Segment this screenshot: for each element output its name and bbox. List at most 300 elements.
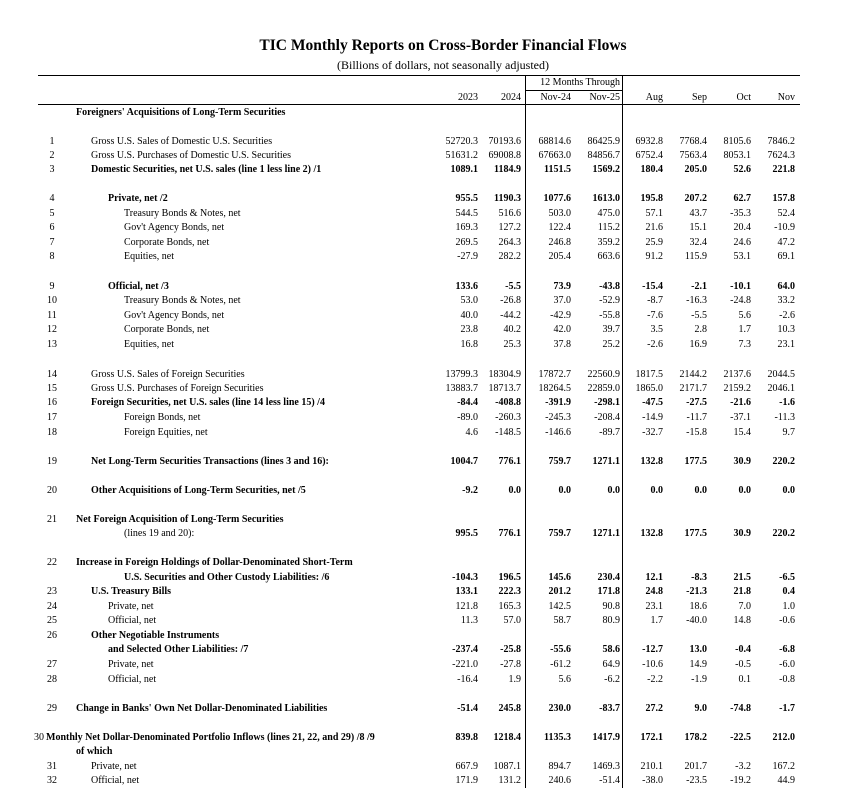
cell-oct: -35.3 — [730, 208, 751, 219]
cell-2024: 131.2 — [498, 775, 521, 786]
cell-nov: 220.2 — [772, 528, 795, 539]
row-label: Monthly Net Dollar-Denominated Portfolio Inflows (lines 21, 22, and 29) /8 /9 — [46, 732, 375, 743]
row-number: 3 — [49, 164, 55, 175]
row-number: 32 — [47, 775, 57, 786]
cell-nov: 9.7 — [782, 427, 795, 438]
cell-oct: 20.4 — [733, 222, 751, 233]
cell-nov-24: -391.9 — [545, 397, 571, 408]
cell-nov: 212.0 — [772, 732, 795, 743]
row-number: 12 — [47, 324, 57, 335]
cell-oct: 0.0 — [738, 485, 751, 496]
cell-oct: 15.4 — [733, 427, 751, 438]
cell-2023: 1004.7 — [450, 456, 478, 467]
cell-2023: -237.4 — [452, 644, 478, 655]
cell-2024: 196.5 — [498, 572, 521, 583]
cell-nov-24: 759.7 — [548, 456, 571, 467]
cell-nov: 44.9 — [777, 775, 795, 786]
cell-2024: 1190.3 — [494, 193, 521, 204]
cell-oct: -37.1 — [730, 412, 751, 423]
cell-2023: 133.1 — [455, 586, 478, 597]
cell-2024: 1218.4 — [493, 732, 521, 743]
row-number: 28 — [47, 674, 57, 685]
column-header-2023: 2023 — [458, 92, 478, 103]
cell-2024: 516.6 — [498, 208, 521, 219]
cell-nov-24: -42.9 — [550, 310, 571, 321]
column-header-oct: Oct — [736, 92, 751, 103]
cell-2024: 245.8 — [498, 703, 521, 714]
cell-2024: 25.3 — [503, 339, 521, 350]
cell-oct: 21.5 — [733, 572, 751, 583]
cell-aug: 132.8 — [640, 528, 663, 539]
cell-aug: -10.6 — [642, 659, 663, 670]
cell-nov-24: 246.8 — [548, 237, 571, 248]
cell-sep: 16.9 — [689, 339, 707, 350]
cell-nov-24: 18264.5 — [538, 383, 571, 394]
row-label: Net Foreign Acquisition of Long-Term Securities — [76, 514, 284, 525]
cell-nov-24: -245.3 — [545, 412, 571, 423]
cell-nov: 220.2 — [772, 456, 795, 467]
cell-nov-24: 240.6 — [548, 775, 571, 786]
cell-2024: -25.8 — [500, 644, 521, 655]
cell-nov-24: 67663.0 — [538, 150, 571, 161]
row-number: 6 — [49, 222, 55, 233]
column-header-aug: Aug — [645, 92, 663, 103]
cell-sep: 9.0 — [694, 703, 707, 714]
cell-nov: 64.0 — [777, 281, 795, 292]
cell-2023: 4.6 — [465, 427, 478, 438]
cell-nov-25: -6.2 — [604, 674, 620, 685]
cell-2024: 165.3 — [498, 601, 521, 612]
cell-nov: -2.6 — [779, 310, 795, 321]
cell-aug: 195.8 — [640, 193, 663, 204]
row-label: Domestic Securities, net U.S. sales (line 1 less line 2) /1 — [91, 164, 322, 175]
cell-2024: -26.8 — [500, 295, 521, 306]
cell-2024: -5.5 — [505, 281, 521, 292]
row-number: 24 — [47, 601, 57, 612]
row-label: Gross U.S. Sales of Domestic U.S. Securities — [91, 136, 273, 147]
cell-sep: 7563.4 — [679, 150, 707, 161]
row-label: of which — [76, 746, 113, 757]
cell-oct: 14.8 — [733, 615, 751, 626]
cell-sep: 43.7 — [689, 208, 707, 219]
cell-nov-24: 68814.6 — [538, 136, 571, 147]
cell-oct: -21.6 — [730, 397, 751, 408]
cell-nov: -11.3 — [774, 412, 795, 423]
cell-oct: 21.8 — [733, 586, 751, 597]
row-label: Corporate Bonds, net — [124, 237, 210, 248]
cell-sep: 2144.2 — [679, 369, 707, 380]
cell-aug: 1865.0 — [635, 383, 663, 394]
row-number: 21 — [47, 514, 57, 525]
row-label: Increase in Foreign Holdings of Dollar-Denominated Short-Term — [76, 557, 353, 568]
cell-sep: -23.5 — [686, 775, 707, 786]
cell-oct: -3.2 — [735, 761, 751, 772]
cell-nov: -0.8 — [779, 674, 795, 685]
cell-sep: 13.0 — [689, 644, 707, 655]
row-label: Foreign Securities, net U.S. sales (line 14 less line 15) /4 — [91, 397, 325, 408]
cell-2023: 544.5 — [455, 208, 478, 219]
row-number: 29 — [47, 703, 57, 714]
cell-2024: 1184.9 — [494, 164, 521, 175]
section-heading: Foreigners' Acquisitions of Long-Term Securities — [76, 107, 286, 118]
cell-nov-25: 64.9 — [602, 659, 620, 670]
row-number: 9 — [49, 281, 55, 292]
cell-aug: 210.1 — [640, 761, 663, 772]
row-number: 22 — [47, 557, 57, 568]
cell-nov-24: 230.0 — [548, 703, 571, 714]
cell-nov: 2046.1 — [767, 383, 795, 394]
row-label: Foreign Bonds, net — [124, 412, 201, 423]
cell-sep: 178.2 — [684, 732, 707, 743]
column-header-nov: Nov — [777, 92, 795, 103]
cell-2024: 70193.6 — [488, 136, 521, 147]
cell-aug: -47.5 — [642, 397, 663, 408]
row-label: and Selected Other Liabilities: /7 — [108, 644, 249, 655]
row-label: Equities, net — [124, 339, 174, 350]
row-label: Foreign Equities, net — [124, 427, 208, 438]
cell-nov: -10.9 — [774, 222, 795, 233]
cell-sep: 115.9 — [684, 251, 707, 262]
row-number: 19 — [47, 456, 57, 467]
cell-aug: 25.9 — [645, 237, 663, 248]
cell-nov-24: 201.2 — [548, 586, 571, 597]
cell-nov-24: 759.7 — [548, 528, 571, 539]
cell-nov: 33.2 — [777, 295, 795, 306]
cell-oct: 62.7 — [733, 193, 751, 204]
cell-sep: 177.5 — [684, 456, 707, 467]
cell-aug: 27.2 — [645, 703, 663, 714]
cell-oct: 0.1 — [738, 674, 751, 685]
cell-aug: -2.6 — [647, 339, 663, 350]
cell-2024: 776.1 — [498, 528, 521, 539]
cell-nov: 221.8 — [772, 164, 795, 175]
row-label: Private, net — [91, 761, 137, 772]
cell-aug: -12.7 — [642, 644, 663, 655]
cell-nov-24: 17872.7 — [538, 369, 571, 380]
row-label: U.S. Treasury Bills — [91, 586, 172, 597]
report-title: TIC Monthly Reports on Cross-Border Financial Flows — [259, 37, 627, 54]
cell-nov-24: 145.6 — [548, 572, 571, 583]
cell-aug: 23.1 — [645, 601, 663, 612]
cell-2023: 955.5 — [455, 193, 478, 204]
row-number: 17 — [47, 412, 57, 423]
cell-2024: 57.0 — [503, 615, 521, 626]
row-number: 25 — [47, 615, 57, 626]
cell-oct: -10.1 — [730, 281, 751, 292]
row-number: 11 — [47, 310, 57, 321]
cell-2024: -260.3 — [495, 412, 521, 423]
cell-sep: 2171.7 — [679, 383, 707, 394]
row-number: 8 — [49, 251, 55, 262]
cell-2024: 0.0 — [508, 485, 521, 496]
cell-sep: -1.9 — [691, 674, 707, 685]
row-number: 16 — [47, 397, 57, 408]
row-label: Official, net — [91, 775, 140, 786]
cell-nov: 1.0 — [782, 601, 795, 612]
cell-2023: -27.9 — [457, 251, 478, 262]
row-label: Official, net /3 — [108, 281, 169, 292]
cell-sep: -16.3 — [686, 295, 707, 306]
cell-2023: 133.6 — [455, 281, 478, 292]
row-label: U.S. Securities and Other Custody Liabilities: /6 — [124, 572, 330, 583]
cell-nov: 52.4 — [777, 208, 795, 219]
cell-sep: 177.5 — [684, 528, 707, 539]
cell-nov-25: 1271.1 — [592, 528, 620, 539]
cell-sep: 2.8 — [694, 324, 707, 335]
cell-aug: 180.4 — [640, 164, 663, 175]
cell-2024: 18713.7 — [488, 383, 521, 394]
row-label: Treasury Bonds & Notes, net — [124, 208, 241, 219]
cell-aug: 1817.5 — [635, 369, 663, 380]
cell-2024: 264.3 — [498, 237, 521, 248]
row-number: 26 — [47, 630, 57, 641]
cell-sep: 205.0 — [684, 164, 707, 175]
cell-oct: -0.5 — [735, 659, 751, 670]
cell-2024: 18304.9 — [488, 369, 521, 380]
cell-2023: 51631.2 — [445, 150, 478, 161]
column-header-nov-24: Nov-24 — [540, 92, 571, 103]
cell-nov-25: 1613.0 — [592, 193, 620, 204]
cell-oct: 8105.6 — [723, 136, 751, 147]
column-header-sep: Sep — [692, 92, 707, 103]
cell-nov: -0.6 — [779, 615, 795, 626]
column-header-nov-25: Nov-25 — [589, 92, 620, 103]
cell-sep: 15.1 — [689, 222, 707, 233]
cell-oct: 52.6 — [733, 164, 751, 175]
cell-sep: -15.8 — [686, 427, 707, 438]
cell-aug: 6752.4 — [635, 150, 663, 161]
cell-nov: 0.4 — [782, 586, 795, 597]
row-label: Official, net — [108, 674, 157, 685]
row-number: 27 — [47, 659, 57, 670]
cell-2023: 1089.1 — [450, 164, 478, 175]
cell-2023: -9.2 — [462, 485, 478, 496]
cell-2023: 13799.3 — [445, 369, 478, 380]
row-label: Official, net — [108, 615, 157, 626]
cell-oct: 5.6 — [738, 310, 751, 321]
cell-nov: 0.0 — [782, 485, 795, 496]
row-number: 2 — [49, 150, 55, 161]
report-subtitle: (Billions of dollars, not seasonally adjusted) — [337, 58, 549, 72]
cell-2024: 776.1 — [498, 456, 521, 467]
cell-2023: 23.8 — [460, 324, 478, 335]
row-label: Private, net — [108, 601, 154, 612]
cell-aug: 24.8 — [645, 586, 663, 597]
cell-2024: 69008.8 — [488, 150, 521, 161]
cell-oct: -19.2 — [730, 775, 751, 786]
cell-aug: -38.0 — [642, 775, 663, 786]
cell-sep: 207.2 — [684, 193, 707, 204]
cell-oct: 53.1 — [733, 251, 751, 262]
cell-sep: 18.6 — [689, 601, 707, 612]
cell-nov-25: -83.7 — [599, 703, 620, 714]
cell-nov-25: 39.7 — [602, 324, 620, 335]
cell-aug: -7.6 — [647, 310, 663, 321]
cell-nov-24: 0.0 — [558, 485, 571, 496]
cell-nov-24: 37.8 — [553, 339, 571, 350]
row-label: Change in Banks' Own Net Dollar-Denominated Liabilities — [76, 703, 328, 714]
cell-oct: -24.8 — [730, 295, 751, 306]
cell-oct: -22.5 — [730, 732, 751, 743]
cell-2023: 16.8 — [460, 339, 478, 350]
cell-sep: 14.9 — [689, 659, 707, 670]
cell-nov-24: 205.4 — [548, 251, 571, 262]
cell-nov-24: 503.0 — [548, 208, 571, 219]
cell-oct: 2137.6 — [723, 369, 751, 380]
cell-nov-25: 84856.7 — [587, 150, 620, 161]
cell-nov-25: 86425.9 — [587, 136, 620, 147]
row-number: 4 — [49, 193, 55, 204]
cell-aug: -2.2 — [647, 674, 663, 685]
cell-nov-25: 90.8 — [602, 601, 620, 612]
row-number: 7 — [49, 237, 55, 248]
cell-oct: 7.0 — [738, 601, 751, 612]
cell-aug: 6932.8 — [635, 136, 663, 147]
cell-nov-24: 894.7 — [548, 761, 571, 772]
cell-sep: -27.5 — [686, 397, 707, 408]
cell-nov-24: -55.6 — [550, 644, 571, 655]
cell-nov-25: 1469.3 — [592, 761, 620, 772]
row-number: 31 — [47, 761, 57, 772]
cell-nov-25: 22560.9 — [587, 369, 620, 380]
cell-nov-25: -52.9 — [599, 295, 620, 306]
row-label: Private, net — [108, 659, 154, 670]
cell-oct: 2159.2 — [723, 383, 751, 394]
cell-nov-25: -298.1 — [594, 397, 620, 408]
cell-sep: -5.5 — [691, 310, 707, 321]
cell-2024: 282.2 — [498, 251, 521, 262]
cell-aug: -14.9 — [642, 412, 663, 423]
cell-sep: 0.0 — [694, 485, 707, 496]
twelve-month-rule — [525, 90, 622, 91]
cell-nov-25: 80.9 — [602, 615, 620, 626]
cell-nov: 69.1 — [777, 251, 795, 262]
cell-2024: -408.8 — [495, 397, 521, 408]
cell-nov-25: 1417.9 — [592, 732, 620, 743]
cell-2023: 169.3 — [455, 222, 478, 233]
cell-sep: -40.0 — [686, 615, 707, 626]
cell-sep: -2.1 — [691, 281, 707, 292]
row-label: Gov't Agency Bonds, net — [124, 310, 225, 321]
cell-2023: 11.3 — [460, 615, 478, 626]
row-label: (lines 19 and 20): — [124, 528, 195, 539]
cell-nov-25: 359.2 — [597, 237, 620, 248]
cell-nov-25: 1271.1 — [592, 456, 620, 467]
cell-aug: 12.1 — [645, 572, 663, 583]
cell-aug: 172.1 — [640, 732, 663, 743]
row-number: 18 — [47, 427, 57, 438]
cell-2023: -221.0 — [452, 659, 478, 670]
row-label: Corporate Bonds, net — [124, 324, 210, 335]
cell-sep: -21.3 — [686, 586, 707, 597]
cell-aug: 91.2 — [645, 251, 663, 262]
cell-2024: -27.8 — [500, 659, 521, 670]
cell-2023: -16.4 — [457, 674, 478, 685]
row-number: 1 — [49, 136, 55, 147]
row-number: 10 — [47, 295, 57, 306]
cell-nov-25: -51.4 — [599, 775, 620, 786]
cell-nov-24: 1151.5 — [544, 164, 571, 175]
cell-nov-25: 22859.0 — [587, 383, 620, 394]
cell-nov: -1.7 — [779, 703, 795, 714]
cell-nov: -6.5 — [779, 572, 795, 583]
cell-nov: -1.6 — [779, 397, 795, 408]
cell-nov-24: -61.2 — [550, 659, 571, 670]
row-label: Gov't Agency Bonds, net — [124, 222, 225, 233]
cell-aug: -32.7 — [642, 427, 663, 438]
cell-nov-25: 1569.2 — [592, 164, 620, 175]
cell-nov-24: 1077.6 — [543, 193, 571, 204]
row-label: Other Acquisitions of Long-Term Securities, net /5 — [91, 485, 306, 496]
row-label: Gross U.S. Sales of Foreign Securities — [91, 369, 245, 380]
cell-aug: 3.5 — [650, 324, 663, 335]
cell-nov-24: -146.6 — [545, 427, 571, 438]
cell-nov-24: 1135.3 — [544, 732, 571, 743]
cell-2023: 269.5 — [455, 237, 478, 248]
header-top-rule — [38, 75, 800, 76]
cell-nov-24: 42.0 — [553, 324, 571, 335]
cell-2023: -51.4 — [457, 703, 478, 714]
cell-oct: 30.9 — [733, 528, 751, 539]
cell-nov: 47.2 — [777, 237, 795, 248]
cell-nov-25: 663.6 — [597, 251, 620, 262]
cell-2023: 52720.3 — [445, 136, 478, 147]
cell-nov-25: 475.0 — [597, 208, 620, 219]
cell-sep: -8.3 — [691, 572, 707, 583]
cell-nov-25: 115.2 — [597, 222, 620, 233]
cell-aug: -15.4 — [642, 281, 663, 292]
row-number: 20 — [47, 485, 57, 496]
cell-nov: 10.3 — [777, 324, 795, 335]
cell-nov-25: 171.8 — [597, 586, 620, 597]
cell-aug: -8.7 — [647, 295, 663, 306]
cell-2024: 222.3 — [498, 586, 521, 597]
cell-oct: 7.3 — [738, 339, 751, 350]
cell-nov-24: 122.4 — [548, 222, 571, 233]
cell-nov: -6.0 — [779, 659, 795, 670]
cell-nov-25: -208.4 — [594, 412, 620, 423]
cell-2023: 121.8 — [455, 601, 478, 612]
cell-sep: -11.7 — [686, 412, 707, 423]
cell-2023: 53.0 — [460, 295, 478, 306]
cell-aug: 0.0 — [650, 485, 663, 496]
cell-nov-25: -43.8 — [599, 281, 620, 292]
row-label: Gross U.S. Purchases of Domestic U.S. Securities — [91, 150, 291, 161]
row-number: 14 — [47, 369, 57, 380]
cell-nov-25: 230.4 — [597, 572, 620, 583]
cell-2023: 667.9 — [455, 761, 478, 772]
column-header-2024: 2024 — [501, 92, 521, 103]
cell-oct: 24.6 — [733, 237, 751, 248]
row-label: Private, net /2 — [108, 193, 168, 204]
cell-nov: -6.8 — [779, 644, 795, 655]
cell-aug: 21.6 — [645, 222, 663, 233]
cell-nov-25: -89.7 — [599, 427, 620, 438]
cell-2023: -104.3 — [452, 572, 478, 583]
row-number: 15 — [47, 383, 57, 394]
cell-aug: 132.8 — [640, 456, 663, 467]
cell-nov: 157.8 — [772, 193, 795, 204]
cell-2023: 839.8 — [455, 732, 478, 743]
cell-nov-25: -55.8 — [599, 310, 620, 321]
cell-2023: -84.4 — [457, 397, 478, 408]
row-label: Net Long-Term Securities Transactions (lines 3 and 16): — [91, 456, 329, 467]
cell-2024: -148.5 — [495, 427, 521, 438]
cell-nov: 23.1 — [777, 339, 795, 350]
cell-2023: -89.0 — [457, 412, 478, 423]
cell-oct: -74.8 — [730, 703, 751, 714]
cell-2024: 40.2 — [503, 324, 521, 335]
